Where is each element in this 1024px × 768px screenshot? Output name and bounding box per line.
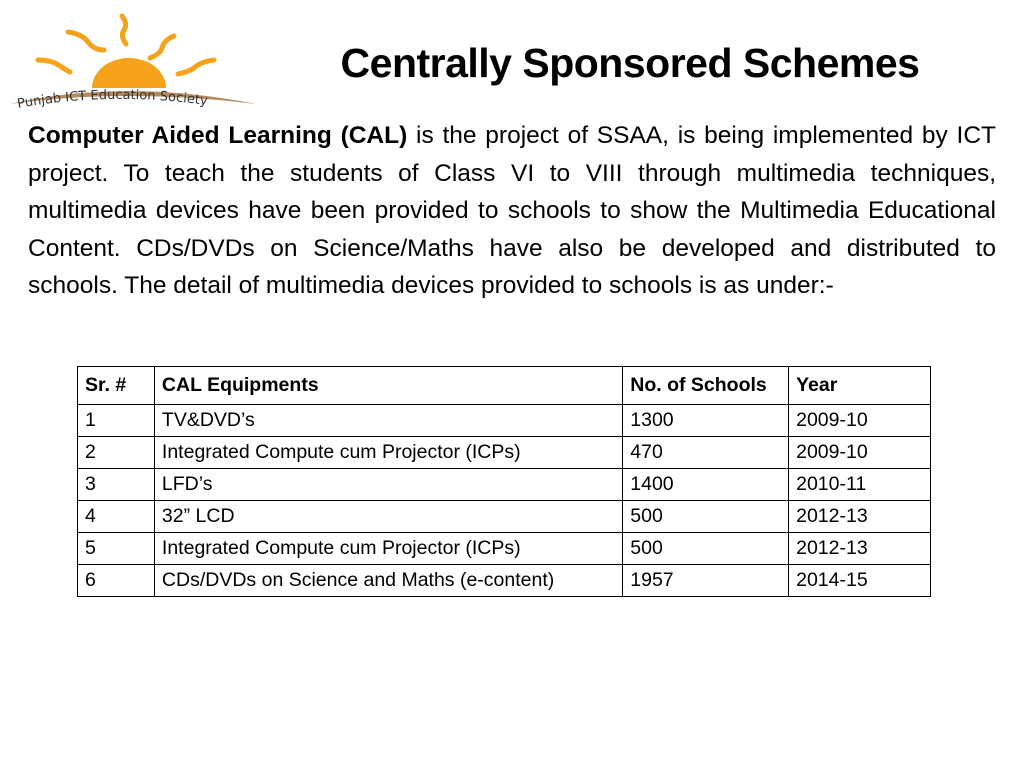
cell-equipment: 32” LCD [154,501,622,533]
header-year: Year [789,367,931,405]
header-schools: No. of Schools [623,367,789,405]
cell-equipment: TV&DVD’s [154,405,622,437]
punjab-ict-education-society-logo [4,8,260,112]
cell-year: 2009-10 [789,405,931,437]
cell-sr: 1 [78,405,155,437]
table-row [78,565,931,597]
cell-schools: 1957 [623,565,789,597]
cell-year: 2009-10 [789,437,931,469]
cell-schools: 1400 [623,469,789,501]
cell-sr: 6 [78,565,155,597]
cell-sr: 5 [78,533,155,565]
svg-text:Punjab ICT Education Society: Punjab ICT Education Society [16,87,209,112]
table-row [78,469,931,501]
cell-equipment: CDs/DVDs on Science and Maths (e-content) [154,565,622,597]
cell-schools: 500 [623,533,789,565]
cell-sr: 3 [78,469,155,501]
cell-schools: 1300 [623,405,789,437]
header-sr: Sr. # [78,367,155,405]
cell-year: 2014-15 [789,565,931,597]
cell-sr: 4 [78,501,155,533]
cell-year: 2012-13 [789,533,931,565]
cell-equipment: Integrated Compute cum Projector (ICPs) [154,533,622,565]
cell-equipment: Integrated Compute cum Projector (ICPs) [154,437,622,469]
table-header-row [78,367,931,405]
intro-paragraph [28,117,996,305]
cal-equipment-table [77,366,931,597]
table-row [78,501,931,533]
page-title: Centrally Sponsored Schemes [340,40,920,86]
cell-schools: 470 [623,437,789,469]
cell-sr: 2 [78,437,155,469]
cell-year: 2010-11 [789,469,931,501]
table-row [78,437,931,469]
intro-text: is the project of SSAA, is being implemented by ICT project. To teach the students of Class VI to VIII through multimedia techniques, multimedia devices have been provided to schools to show the Multimedia Educational Content. CDs/DVDs on Science/Maths have also be developed and distributed to schools. The detail of multimedia devices provided to schools is as under:- [28,122,996,299]
cell-schools: 500 [623,501,789,533]
table-row [78,533,931,565]
cal-lead: Computer Aided Learning (CAL) [28,122,408,149]
header-equipment: CAL Equipments [154,367,622,405]
table-row [78,405,931,437]
cell-equipment: LFD’s [154,469,622,501]
cell-year: 2012-13 [789,501,931,533]
